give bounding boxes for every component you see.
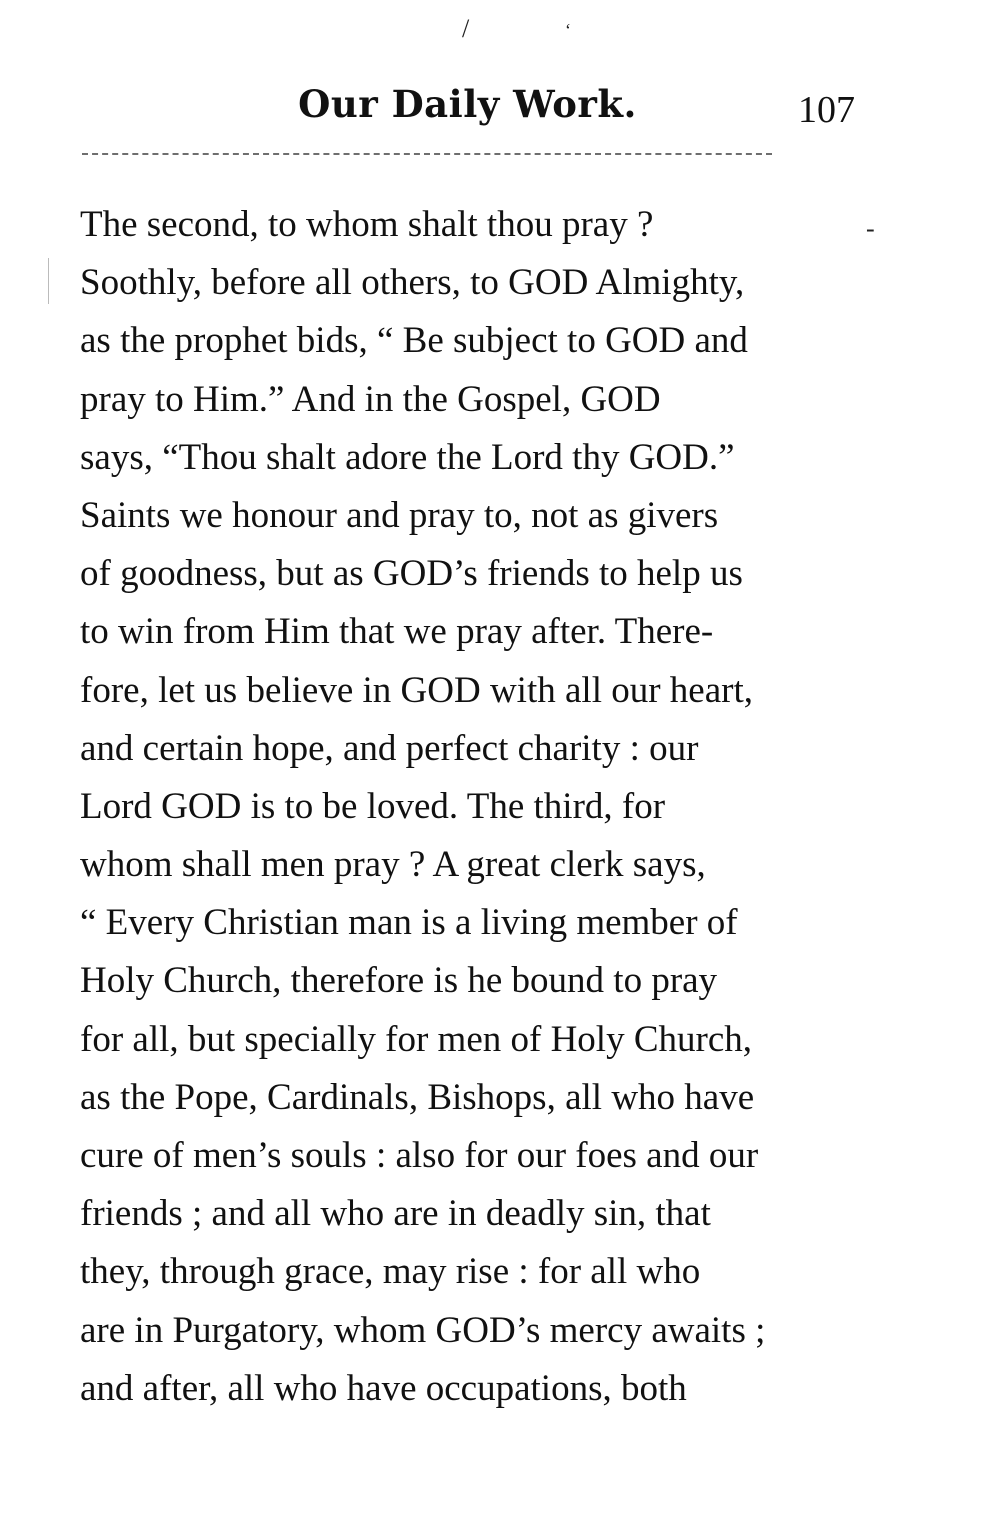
text-line: are in Purgatory, whom GOD’s mercy awaits ;	[80, 1309, 766, 1351]
text-line: Holy Church, therefore is he bound to pray	[80, 960, 718, 1002]
body-text	[80, 196, 855, 1418]
pencil-mark-right: ʻ	[565, 20, 571, 40]
text-line: “ Every Christian man is a living member of	[80, 902, 738, 944]
text-line: for all, but specially for men of Holy Church,	[80, 1018, 752, 1060]
margin-mark: -	[866, 214, 875, 243]
text-line: says, “Thou shalt adore the Lord thy GOD.”	[80, 436, 735, 478]
running-header	[80, 82, 855, 142]
running-title: Our Daily Work.	[298, 82, 637, 126]
text-line: fore, let us believe in GOD with all our heart,	[80, 669, 753, 711]
text-line: to win from Him that we pray after. There-	[80, 611, 714, 653]
text-line: friends ; and all who are in deadly sin, that	[80, 1193, 711, 1235]
text-line: Soothly, before all others, to GOD Almighty,	[80, 262, 745, 304]
text-line: and certain hope, and perfect charity : our	[80, 727, 699, 769]
text-line: The second, to whom shalt thou pray ?	[80, 204, 654, 245]
margin-line	[48, 258, 49, 304]
text-line: pray to Him.” And in the Gospel, GOD	[80, 378, 661, 420]
text-line: Lord GOD is to be loved. The third, for	[80, 785, 666, 827]
pencil-mark-left: /	[462, 14, 470, 43]
text-line: Saints we honour and pray to, not as givers	[80, 494, 719, 536]
text-line: whom shall men pray ? A great clerk says,	[80, 844, 706, 886]
page-number: 107	[798, 89, 855, 131]
text-line: they, through grace, may rise : for all who	[80, 1251, 701, 1293]
header-rule	[82, 153, 772, 155]
text-line: cure of men’s souls : also for our foes and our	[80, 1135, 759, 1176]
text-line: of goodness, but as GOD’s friends to help us	[80, 553, 743, 595]
text-line: and after, all who have occupations, both	[80, 1367, 687, 1409]
text-line: as the Pope, Cardinals, Bishops, all who have	[80, 1076, 755, 1118]
text-line: as the prophet bids, “ Be subject to GOD and	[80, 320, 748, 362]
